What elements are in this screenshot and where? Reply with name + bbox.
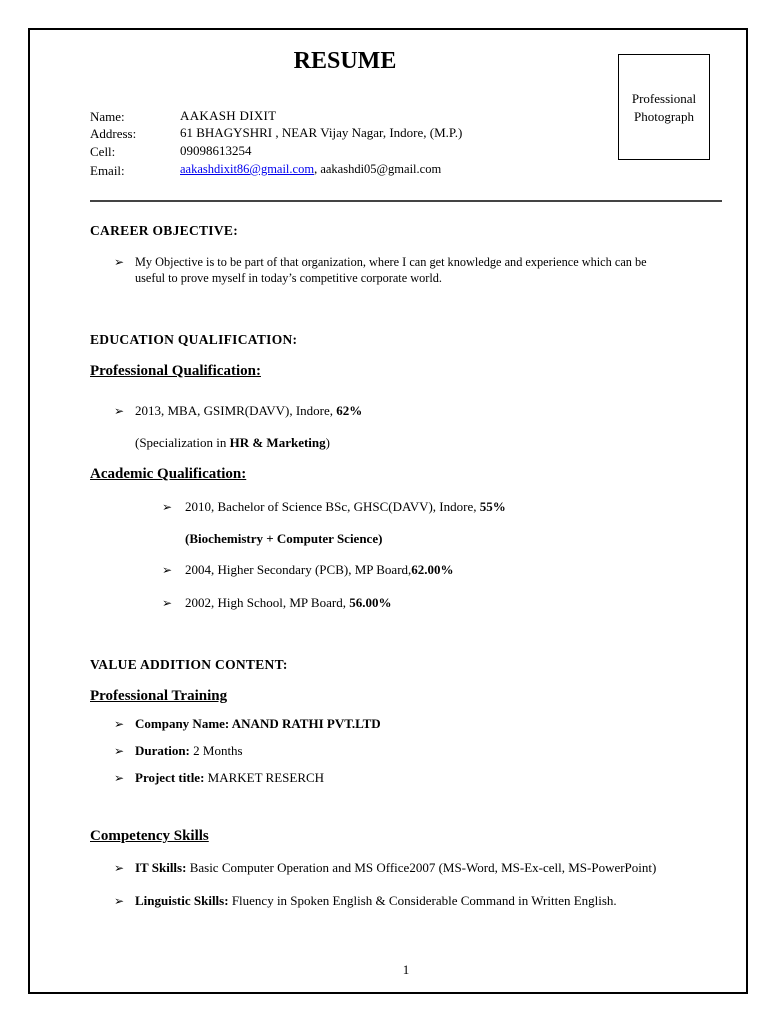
email-secondary: , aakashdi05@gmail.com [314, 162, 442, 176]
resume-title: RESUME [293, 48, 397, 74]
email-link[interactable]: aakashdixit86@gmail.com [180, 162, 315, 176]
address-label: Address: [90, 126, 137, 141]
duration-entry [135, 743, 243, 759]
linguistic-skills-entry [135, 893, 617, 909]
company-value: ANAND RATHI PVT.LTD [231, 716, 381, 731]
bsc-subjects [185, 531, 382, 547]
cell-label: Cell: [90, 144, 116, 159]
name-value: AAKASH DIXIT [180, 108, 277, 123]
photo-label-line1: Professional [631, 91, 697, 106]
duration-label: Duration: [135, 743, 190, 758]
bullet-arrow-icon: ➢ [114, 255, 125, 269]
hsc-text: 2004, Higher Secondary (PCB), MP Board, [185, 562, 412, 577]
address-value: 61 BHAGYSHRI , NEAR Vijay Nagar, Indore, (M.P.) [180, 125, 463, 140]
bsc-entry [185, 499, 506, 515]
ssc-entry [185, 595, 391, 611]
bsc-subjects-text: (Biochemistry + Computer Science) [185, 531, 383, 546]
bullet-arrow-icon: ➢ [114, 771, 125, 785]
email-value [180, 162, 441, 177]
hsc-percent: 62.00% [411, 562, 454, 577]
mba-percent: 62% [336, 403, 363, 418]
bullet-arrow-icon: ➢ [114, 717, 125, 731]
bsc-percent: 55% [479, 499, 506, 514]
professional-qualification-heading: Professional Qualification: [90, 363, 261, 379]
bullet-arrow-icon: ➢ [162, 500, 173, 514]
mba-text: 2013, MBA, GSIMR(DAVV), Indore, [135, 403, 337, 418]
bullet-arrow-icon: ➢ [162, 563, 173, 577]
academic-qualification-heading: Academic Qualification: [90, 466, 247, 482]
bsc-text: 2010, Bachelor of Science BSc, GHSC(DAVV), Indore, [185, 499, 480, 514]
cell-value: 09098613254 [180, 143, 252, 158]
career-objective-line2: useful to prove myself in today’s competitive corporate world. [135, 271, 443, 285]
bullet-arrow-icon: ➢ [162, 596, 173, 610]
mba-entry [135, 403, 362, 419]
bullet-arrow-icon: ➢ [114, 861, 125, 875]
email-label: Email: [90, 163, 125, 178]
project-entry [135, 770, 324, 786]
duration-value: 2 Months [189, 743, 243, 758]
it-skills-entry [135, 860, 656, 876]
spec-prefix: (Specialization in [135, 435, 230, 450]
competency-skills-heading: Competency Skills [90, 828, 209, 844]
hsc-entry [185, 562, 454, 578]
project-label: Project title: [135, 770, 205, 785]
career-objective-line1: My Objective is to be part of that organization, where I can get knowledge and experience which can be [135, 255, 647, 269]
ssc-text: 2002, High School, MP Board, [185, 595, 350, 610]
company-label: Company Name: [135, 716, 232, 731]
linguistic-skills-value: Fluency in Spoken English & Considerable Command in Written English. [228, 893, 617, 908]
ssc-percent: 56.00% [349, 595, 392, 610]
linguistic-skills-label: Linguistic Skills: [135, 893, 229, 908]
bullet-arrow-icon: ➢ [114, 744, 125, 758]
it-skills-value: Basic Computer Operation and MS Office2007 (MS-Word, MS-Ex-cell, MS-PowerPoint) [186, 860, 657, 875]
bullet-arrow-icon: ➢ [114, 894, 125, 908]
spec-suffix: ) [325, 435, 330, 450]
value-addition-heading: VALUE ADDITION CONTENT: [90, 657, 288, 672]
bullet-arrow-icon: ➢ [114, 404, 125, 418]
education-heading: EDUCATION QUALIFICATION: [90, 332, 298, 347]
it-skills-label: IT Skills: [135, 860, 187, 875]
header-divider [90, 200, 722, 202]
photo-label-line2: Photograph [634, 109, 694, 124]
career-objective-heading: CAREER OBJECTIVE: [90, 223, 238, 238]
name-label: Name: [90, 109, 125, 124]
mba-specialization [135, 435, 330, 451]
spec-bold: HR & Marketing [229, 435, 326, 450]
company-entry [135, 716, 381, 732]
photo-placeholder [618, 54, 710, 160]
professional-training-heading: Professional Training [90, 688, 228, 704]
page-number: 1 [402, 962, 410, 977]
project-value: MARKET RESERCH [204, 770, 325, 785]
